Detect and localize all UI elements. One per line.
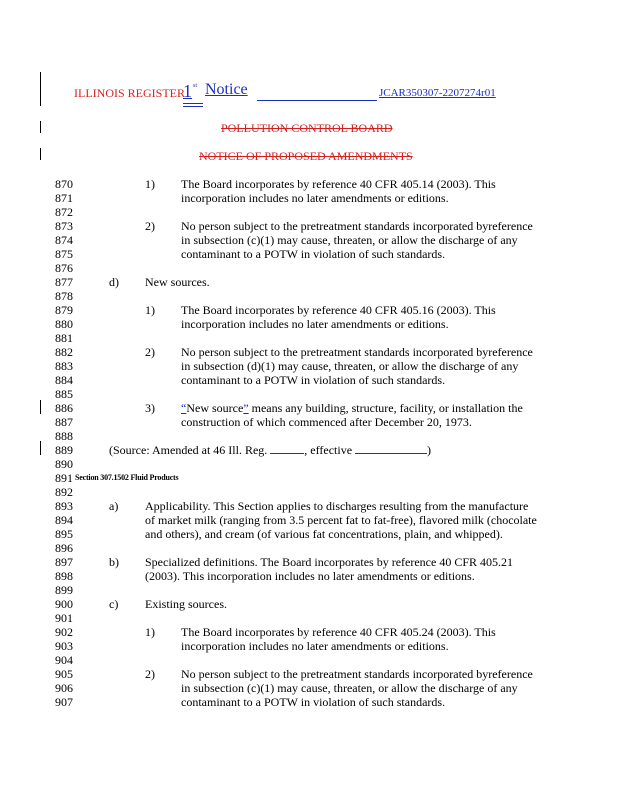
- change-bar: [40, 441, 41, 455]
- line-number: 873: [55, 219, 73, 233]
- body-line: contaminant to a POTW in violation of such standards.: [181, 695, 446, 709]
- subsection-marker: 1): [145, 303, 155, 317]
- line-number: 898: [55, 569, 73, 583]
- body-line: incorporation includes no later amendments or editions.: [181, 317, 449, 331]
- line-number: 881: [55, 331, 73, 345]
- edit-quote-open: “: [181, 401, 187, 415]
- line-number: 900: [55, 597, 73, 611]
- subsection-marker: c): [109, 597, 119, 611]
- subsection-marker: 2): [145, 219, 155, 233]
- line-number: 875: [55, 247, 73, 261]
- line-number: 905: [55, 667, 73, 681]
- body-line: in subsection (c)(1) may cause, threaten, or allow the discharge of any: [181, 233, 518, 247]
- line-number: 901: [55, 611, 73, 625]
- body-line: Specialized definitions. The Board incorporates by reference 40 CFR 405.21: [145, 555, 514, 569]
- line-number: 882: [55, 345, 73, 359]
- line-number: 874: [55, 233, 73, 247]
- body-line: contaminant to a POTW in violation of such standards.: [181, 247, 446, 261]
- subsection-marker: 1): [145, 625, 155, 639]
- line-number: 890: [55, 457, 73, 471]
- change-bar: [40, 400, 41, 414]
- body-line: (2003). This incorporation includes no later amendments or editions.: [145, 569, 475, 583]
- line-number: 899: [55, 583, 73, 597]
- subsection-marker: 2): [145, 345, 155, 359]
- line-number: 880: [55, 317, 73, 331]
- body-line: of market milk (ranging from 3.5 percent fat to fat-free), flavored milk (chocolate: [145, 513, 537, 527]
- definition-text: means any building, structure, facility, or installation the: [248, 401, 523, 415]
- line-number: 870: [55, 177, 73, 191]
- body-line: The Board incorporates by reference 40 CFR 405.16 (2003). This: [181, 303, 496, 317]
- subsection-marker: 3): [145, 401, 155, 415]
- line-number: 885: [55, 387, 73, 401]
- change-bar: [40, 72, 41, 106]
- line-number: 894: [55, 513, 73, 527]
- header-mark: [183, 106, 203, 107]
- line-number: 872: [55, 205, 73, 219]
- body-line: Applicability. This Section applies to discharges resulting from the manufacture: [145, 499, 529, 513]
- line-number: 897: [55, 555, 73, 569]
- source-note-text: ): [427, 443, 432, 457]
- line-number: 902: [55, 625, 73, 639]
- header-mark: [183, 103, 203, 104]
- line-number: 889: [55, 443, 73, 457]
- line-number: 871: [55, 191, 73, 205]
- subsection-marker: a): [109, 499, 119, 513]
- source-note-text: (Source: Amended at 46 Ill. Reg.: [109, 443, 271, 457]
- notice-label: Notice: [205, 81, 248, 98]
- body-line: and others), and cream (of various fat concentrations, plain, and whipped).: [145, 527, 503, 541]
- subsection-marker: 1): [145, 177, 155, 191]
- change-bar: [40, 121, 41, 133]
- subsection-marker: d): [109, 275, 119, 289]
- section-heading: Section 307.1502 Fluid Products: [75, 473, 179, 482]
- page-marker: 1: [183, 81, 192, 101]
- subsection-heading: New sources.: [145, 275, 210, 289]
- line-number: 896: [55, 541, 73, 555]
- body-line: in subsection (d)(1) may cause, threaten, or allow the discharge of any: [181, 359, 519, 373]
- body-line: [181, 401, 523, 416]
- agency-name: POLLUTION CONTROL BOARD: [221, 121, 393, 135]
- body-line: No person subject to the pretreatment standards incorporated byreference: [181, 667, 533, 681]
- body-line: The Board incorporates by reference 40 CFR 405.14 (2003). This: [181, 177, 496, 191]
- subsection-marker: b): [109, 555, 119, 569]
- jcar-id: JCAR350307-2207274r01: [379, 87, 496, 99]
- body-line: in subsection (c)(1) may cause, threaten, or allow the discharge of any: [181, 681, 518, 695]
- register-title: ILLINOIS REGISTER: [74, 86, 185, 100]
- body-line: contaminant to a POTW in violation of such standards.: [181, 373, 446, 387]
- effective-blank: [355, 443, 427, 454]
- line-number: 891: [55, 471, 73, 485]
- register-blank: [270, 443, 304, 454]
- header-rule: [257, 100, 377, 101]
- line-number: 893: [55, 499, 73, 513]
- notice-type: NOTICE OF PROPOSED AMENDMENTS: [199, 149, 413, 163]
- line-number: 884: [55, 373, 73, 387]
- source-note-text: , effective: [304, 443, 356, 457]
- line-number: 879: [55, 303, 73, 317]
- body-line: No person subject to the pretreatment standards incorporated byreference: [181, 345, 533, 359]
- subsection-marker: 2): [145, 667, 155, 681]
- line-number: 907: [55, 695, 73, 709]
- line-number: 883: [55, 359, 73, 373]
- line-number: 892: [55, 485, 73, 499]
- line-number: 877: [55, 275, 73, 289]
- definition-term: New source: [186, 401, 244, 415]
- edit-quote-close: ”: [243, 401, 249, 415]
- line-number: 904: [55, 653, 73, 667]
- line-number: 906: [55, 681, 73, 695]
- body-line: incorporation includes no later amendments or editions.: [181, 191, 449, 205]
- body-line: The Board incorporates by reference 40 CFR 405.24 (2003). This: [181, 625, 496, 639]
- body-line: No person subject to the pretreatment standards incorporated byreference: [181, 219, 533, 233]
- line-number: 903: [55, 639, 73, 653]
- line-number: 895: [55, 527, 73, 541]
- subsection-heading: Existing sources.: [145, 597, 227, 611]
- body-line: construction of which commenced after December 20, 1973.: [181, 415, 472, 429]
- page-marker-sup: st: [193, 83, 198, 89]
- change-bar: [40, 148, 41, 160]
- body-line: incorporation includes no later amendments or editions.: [181, 639, 449, 653]
- line-number: 887: [55, 415, 73, 429]
- line-number: 888: [55, 429, 73, 443]
- line-number: 876: [55, 261, 73, 275]
- source-note: [109, 443, 431, 458]
- line-number: 878: [55, 289, 73, 303]
- line-number: 886: [55, 401, 73, 415]
